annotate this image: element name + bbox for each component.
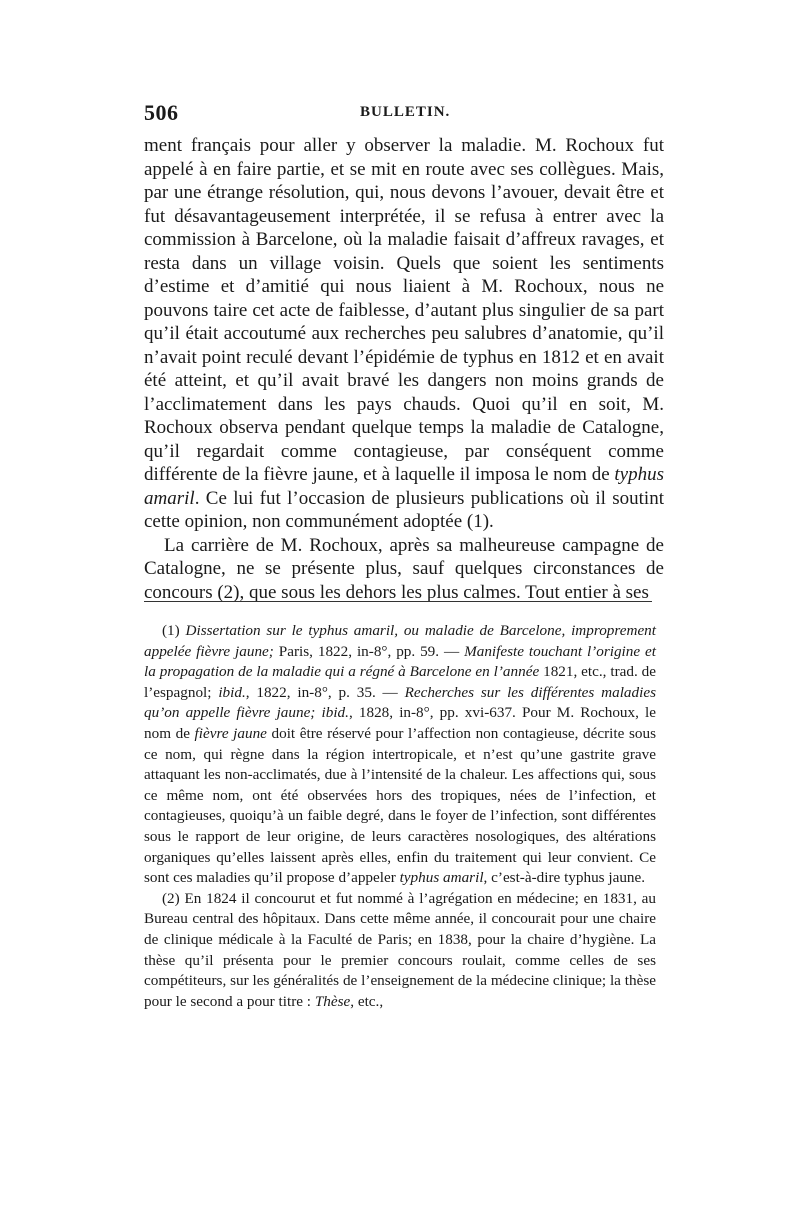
paragraph-1-italic-term: typhus amaril xyxy=(144,464,664,509)
footnote-1-part-7: , c’est-à-dire typhus jaune. xyxy=(483,869,646,887)
paragraph-2: La carrière de M. Rochoux, après sa malheureuse campagne de Catalogne, ne se présente plus, sauf quelques circonstances de concours (2), que sous les dehors les plus calmes. Tout entier à ses xyxy=(144,534,664,603)
running-head: BULLETIN. xyxy=(360,104,451,120)
footnote-1-part-3: 1821, etc., trad. de l’espagnol; xyxy=(144,663,657,701)
paragraph-1-text-b: . Ce lui fut l’occasion de plusieurs publications où il soutint cette opinion, non communément adoptée (1). xyxy=(144,487,664,532)
main-text xyxy=(144,134,664,604)
footnote-1-ibid-1: ibid. xyxy=(218,683,246,701)
footnote-1 xyxy=(144,621,656,889)
page-number: 506 xyxy=(144,100,179,125)
footnote-1-title-3: Recherches sur les différentes maladies qu’on appelle fièvre jaune; ibid. xyxy=(144,683,656,722)
footnote-1-title-1: Dissertation sur le typhus amaril, ou maladie de Barcelone, improprement appelée fièvre jaune; xyxy=(144,622,656,660)
footnote-1-term-1: fièvre jaune xyxy=(194,724,267,742)
footnote-2-title: Thèse xyxy=(314,992,351,1010)
footnote-1-part-4: , 1822, in-8°, p. 35. — xyxy=(245,683,405,701)
footnote-1-part-1: (1) xyxy=(162,622,186,639)
footnote-1-part-6: doit être réservé pour l’affection non contagieuse, décrite sous ce nom, qui règne dans la région intertropicale, et n’est qu’une gastrite grave attaquant les non-acclimatés, due à l’intensité de la chaleur. Les affections qui, sous ce même nom, ont été observées hors des tropiques, nées de l’infection, et contagieuses, quoiqu’à un faible degré, dans le foyer de l’infection, sont différentes sous le rapport de leur origine, de leurs caractères nosologiques, des altérations organiques qu’elles laissent après elles, enfin du traitement qui leur convient. Ce sont ces maladies qu’il propose d’appeler xyxy=(144,724,656,887)
footnote-2-part-2: , etc., xyxy=(350,992,384,1010)
footnote-2-part-1: (2) En 1824 il concourut et fut nommé à l’agrégation en médecine; en 1831, au Bureau central des hôpitaux. Dans cette même année, il concourait pour une chaire de clinique médicale à la Faculté de Paris; en 1838, pour la chaire d’hygiène. La thèse qu’il présenta pour le premier concours roulait, comme celles de ses compétiteurs, sur les généralités de l’enseignement de la médecine clinique; la thèse pour le second a pour titre : xyxy=(144,889,656,1010)
footnote-separator xyxy=(144,601,652,602)
footnote-2 xyxy=(144,889,656,1013)
paragraph-1 xyxy=(144,134,664,534)
paragraph-1-text-a: ment français pour aller y observer la maladie. M. Rochoux fut appelé à en faire partie, et se mit en route avec ses collègues. Mais, par une étrange résolution, qui, nous devons l’avouer, devait être et fut désavantageusement interprétée, il se refusa à entrer avec la commission à Barcelone, où la maladie faisait d’affreux ravages, et resta dans un village voisin. Quels que soient les sentiments d’estime et d’amitié qui nous liaient à M. Rochoux, nous ne pouvons taire cet acte de faiblesse, d’autant plus singulier de sa part qu’il était accoutumé aux recherches peu salubres d’anatomie, qu’il n’avait point reculé devant l’épidémie de typhus en 1812 et en avait été atteint, et qu’il avait bravé les dangers non moins grands de l’acclimatement dans les pays chauds. Quoi qu’il en soit, M. Rochoux observa pendant quelque temps la maladie de Catalogne, qu’il regardait comme contagieuse, par conséquent comme différente de la fièvre jaune, et à laquelle il imposa le nom de xyxy=(144,135,664,485)
footnote-1-part-2: Paris, 1822, in-8°, pp. 59. — xyxy=(273,642,465,660)
footnotes xyxy=(144,621,656,1012)
footnote-1-part-5: , 1828, in-8°, pp. xvi-637. Pour M. Rochoux, le nom de xyxy=(144,704,656,742)
page-header xyxy=(144,100,664,132)
footnote-1-title-2: Manifeste touchant l’origine et la propagation de la maladie qui a régné à Barcelone en l’année xyxy=(144,642,656,681)
footnote-1-term-2: typhus amaril xyxy=(399,869,484,887)
